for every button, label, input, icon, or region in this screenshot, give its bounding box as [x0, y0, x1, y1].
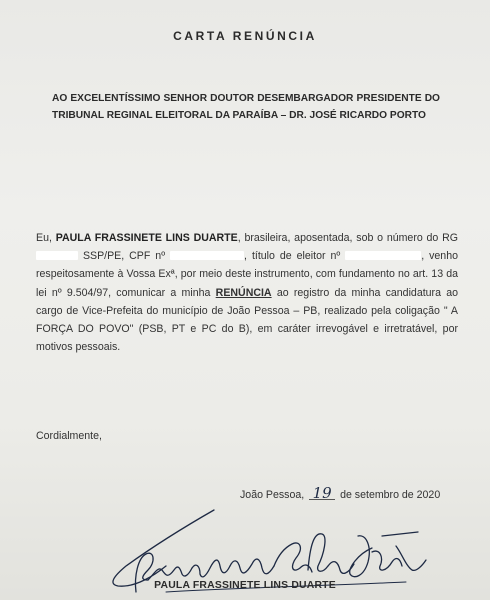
addressee-block: AO EXCELENTÍSSIMO SENHOR DOUTOR DESEMBARGADOR PRESIDENTE DO TRIBUNAL REGINAL ELEITORAL DA PARAÍBA – DR. JOSÉ RICARDO PORTO: [52, 93, 440, 121]
author-name: PAULA FRASSINETE LINS DUARTE: [55, 232, 238, 244]
body-cpf-intro: SSP/PE, CPF nº: [78, 250, 171, 263]
body-title-intro: , título de eleitor nº: [244, 250, 346, 263]
rg-redaction: [36, 251, 78, 260]
body-intro: Eu,: [36, 232, 56, 244]
handwritten-day: 19: [309, 488, 335, 500]
date-rest: de setembro de 2020: [337, 489, 441, 501]
cpf-redaction: [170, 251, 244, 260]
signer-name: PAULA FRASSINETE LINS DUARTE: [154, 580, 336, 591]
date-place: João Pessoa,: [240, 489, 308, 501]
body-conclusion: ao registro da minha candidatura ao cargo de Vice-Prefeita do município de João Pessoa – PB, realizado pela coligação " A FORÇA DO POVO" (PSB, PT e PC do B), em caráter irrevogável e irretratável, por motivos pessoais.: [36, 286, 458, 354]
body-statement: , venho respeitosamente à Vossa Exª, por meio deste instrumento, com fundamento no art. 13 da lei nº 9.504/97, comunicar a minha: [36, 250, 458, 299]
closing-salutation: Cordialmente,: [36, 430, 102, 442]
renuncia-emphasis: RENÚNCIA: [215, 286, 272, 299]
letter-body: [36, 229, 458, 356]
document-title: CARTA RENÚNCIA: [173, 29, 317, 43]
body-rg-intro: , brasileira, aposentada, sob o número do RG: [237, 232, 458, 244]
voter-id-redaction: [345, 251, 421, 260]
